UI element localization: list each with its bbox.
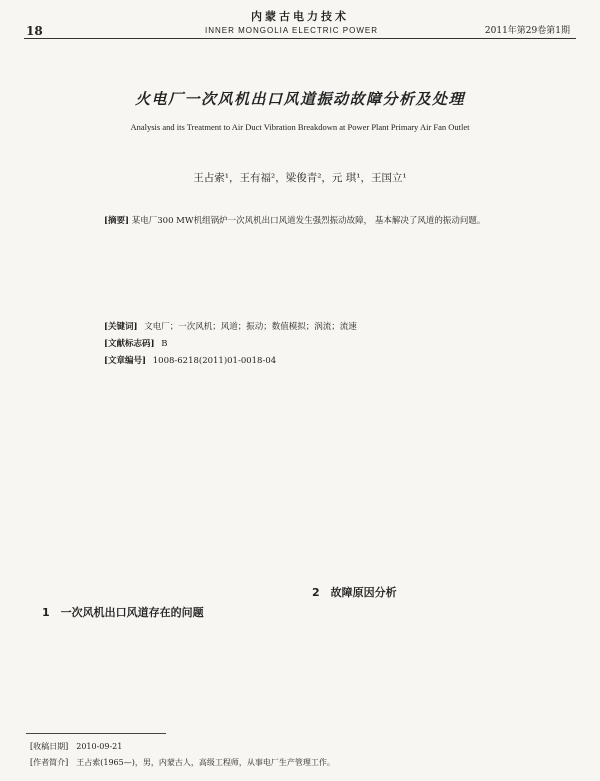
footnote-rule — [26, 733, 166, 734]
section-1-heading: 1 一次风机出口风道存在的问题 — [42, 606, 204, 619]
abstract-intro: 某电厂300 MW机组锅炉一次风机出口风道发生强烈振动故障， — [131, 216, 373, 226]
keywords-label: [关键词] — [104, 322, 138, 332]
title-chinese: 火电厂一次风机出口风道振动故障分析及处理 — [134, 90, 465, 108]
article-no-value: 1008-6218(2011)01-0018-04 — [152, 356, 277, 366]
title-english: Analysis and its Treatment to Air Duct Vibration Breakdown at Power Plant Primary Air Fan Outlet — [130, 122, 470, 132]
doc-code-label: [文献标志码] — [104, 339, 155, 349]
received-date: [收稿日期] 2010-09-21 — [30, 742, 123, 751]
journal-name-en: INNER MONGOLIA ELECTRIC POWER — [205, 26, 379, 35]
issue-info: 2011年第29卷第1期 — [484, 26, 570, 36]
article-no-label: [文章编号] — [104, 356, 147, 366]
header-rule — [24, 38, 576, 39]
doc-code-value: B — [161, 339, 168, 349]
author-list: 王占索¹，王有福²，梁俊青²，元 琪¹，王国立¹ — [193, 172, 407, 184]
page-number: 18 — [26, 24, 43, 38]
article-no-row — [104, 354, 276, 366]
abstract-end: 基本解决了风道的振动问题。 — [374, 216, 486, 226]
abstract-label: [摘要] — [104, 216, 130, 226]
journal-name: 内蒙古电力技术 — [251, 10, 349, 23]
keywords-value: 文电厂；一次风机；风道；振动；数值模拟；涡流；流速 — [144, 322, 357, 332]
doc-code-row — [104, 337, 168, 349]
abstract-block — [104, 214, 522, 229]
author-bio: [作者简介] 王占索(1965—)，男，内蒙古人，高级工程师，从事电厂生产管理工作。 — [30, 758, 335, 767]
keywords-row — [104, 320, 357, 332]
section-2-heading: 2 故障原因分析 — [312, 586, 397, 599]
